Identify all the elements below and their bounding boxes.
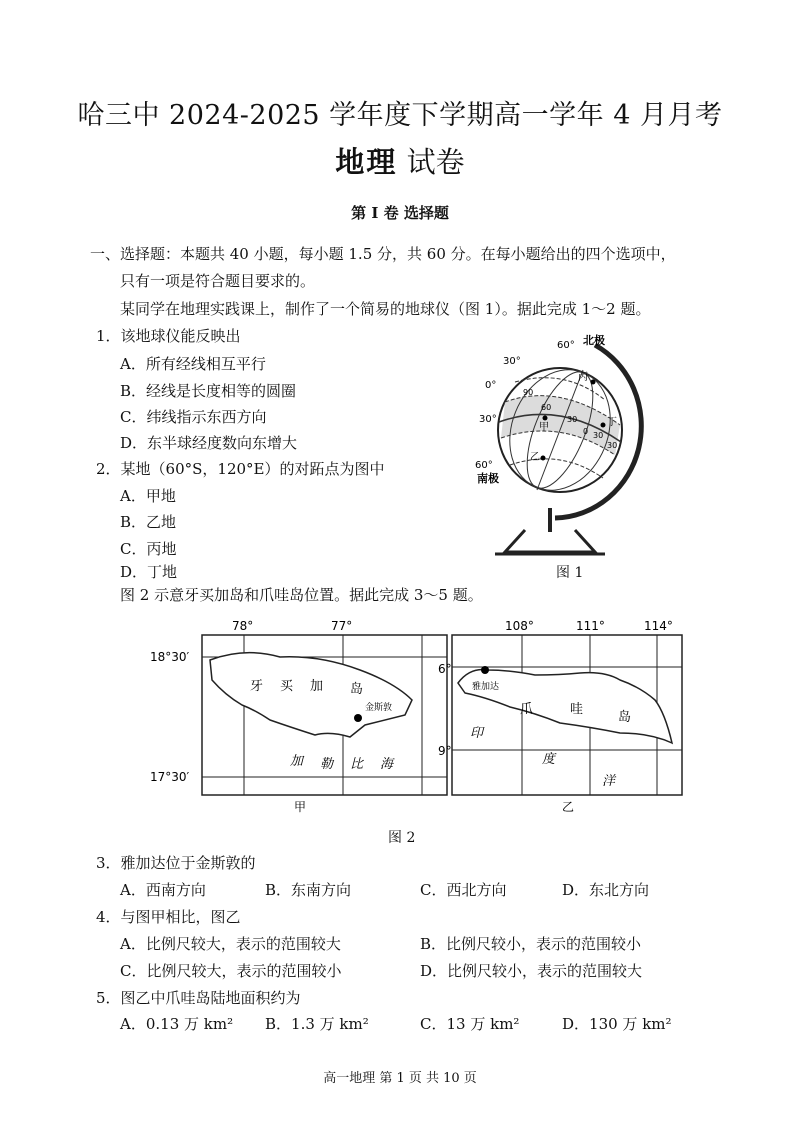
part-heading-line1: 一、选择题：本题共 40 小题，每小题 1.5 分，共 60 分。在每小题给出的四个选项中， (90, 245, 676, 263)
question-4-stem: 4．与图甲相比，图乙 (96, 908, 241, 926)
map-yi-lon-label-111: 111° (576, 619, 605, 633)
globe-figure (455, 330, 645, 565)
page-footer: 高一地理 第 1 页 共 10 页 (323, 1071, 477, 1086)
globe-base (505, 530, 595, 552)
label-0-inner: 0 (583, 427, 589, 436)
label-30n-left: 30° (503, 356, 521, 367)
label-bing: 丙 (578, 372, 588, 383)
question-3-option-d: D．东北方向 (562, 881, 650, 899)
question-2-option-d: D．丁地 (120, 563, 178, 581)
label-30-inner-b: 30 (593, 431, 604, 440)
map-jia-label: 甲 (294, 800, 307, 814)
label-0-left: 0° (485, 380, 497, 391)
question-4-option-c: C．比例尺较大，表示的范围较小 (120, 962, 342, 980)
map-yi-label: 乙 (562, 800, 575, 814)
label-60-inner: 60 (541, 403, 552, 412)
subject-name: 地理 (335, 145, 398, 179)
map-jia-lat-label-bottom: 17°30′ (150, 770, 190, 784)
jamaica-char-3: 加 (310, 679, 324, 694)
question-3-option-a: A．西南方向 (120, 881, 206, 899)
label-30-inner: 30 (567, 415, 578, 424)
question-1-stem: 1．该地球仪能反映出 (96, 327, 241, 345)
jakarta-label: 雅加达 (472, 682, 500, 692)
point-ding (601, 423, 606, 428)
part-heading-line2: 只有一项是符合题目要求的。 (120, 272, 316, 290)
caribbean-char-1: 加 (290, 754, 304, 769)
label-30-inner-c: 30 (607, 441, 618, 450)
question-2-option-b: B．乙地 (120, 513, 177, 531)
point-yi (541, 456, 546, 461)
label-ding: 丁 (607, 417, 617, 428)
question-4-option-a: A．比例尺较大，表示的范围较大 (120, 935, 341, 953)
paper-name: 试卷 (406, 145, 465, 179)
question-2-option-a: A．甲地 (120, 487, 176, 505)
jakarta-dot (481, 666, 489, 674)
question-1-option-c: C．纬线指示东西方向 (120, 408, 267, 426)
map-yi-lon-label-114: 114° (644, 619, 673, 633)
question-5-option-d: D．130 万 km² (562, 1015, 672, 1033)
caribbean-char-2: 勒 (320, 757, 334, 772)
section-title: 第 I 卷 选择题 (351, 204, 449, 222)
label-90: 90 (523, 388, 534, 397)
question-5-option-b: B．1.3 万 km² (265, 1015, 369, 1033)
java-char-1: 爪 (520, 702, 534, 717)
exam-subtitle (0, 140, 800, 181)
figure-2-caption: 图 2 (388, 830, 416, 846)
question-5-stem: 5．图乙中爪哇岛陆地面积约为 (96, 989, 301, 1007)
question-2-option-c: C．丙地 (120, 540, 177, 558)
label-yi: 乙 (530, 452, 540, 463)
question-5-option-a: A．0.13 万 km² (120, 1015, 234, 1033)
label-north-pole: 北极 (583, 334, 605, 347)
map-yi-lat-label-6: 6° (438, 662, 452, 676)
map-yi-lat-label-9: 9° (438, 744, 452, 758)
intro-q3-5: 图 2 示意牙买加岛和爪哇岛位置。据此完成 3～5 题。 (120, 586, 483, 604)
question-4-option-b: B．比例尺较小，表示的范围较小 (420, 935, 642, 953)
question-3-option-c: C．西北方向 (420, 881, 507, 899)
caribbean-char-3: 比 (350, 757, 364, 772)
question-1-option-b: B．经线是长度相等的圆圈 (120, 382, 297, 400)
label-60n-top: 60° (557, 340, 575, 351)
question-3-stem: 3．雅加达位于金斯敦的 (96, 854, 256, 872)
label-jia: 甲 (539, 422, 549, 433)
map-jia-lat-label-top: 18°30′ (150, 650, 190, 664)
intro-q1-2: 某同学在地理实践课上，制作了一个简易的地球仪（图 1）。据此完成 1～2 题。 (120, 300, 651, 318)
point-bing (591, 380, 596, 385)
point-jia (543, 416, 548, 421)
question-3-option-b: B．东南方向 (265, 881, 352, 899)
question-2-stem: 2．某地（60°S，120°E）的对跖点为图中 (96, 460, 385, 478)
java-char-2: 哇 (570, 702, 584, 717)
kingston-label: 金斯敦 (365, 703, 393, 713)
label-south-pole: 南极 (477, 472, 499, 485)
question-1-option-d: D．东半球经度数向东增大 (120, 434, 298, 452)
jamaica-char-4: 岛 (350, 682, 364, 697)
kingston-dot (354, 714, 362, 722)
indian-ocean-char-2: 度 (542, 752, 556, 767)
map-jia-lon-label-77: 77° (331, 619, 353, 633)
question-5-option-c: C．13 万 km² (420, 1015, 520, 1033)
figure-1-caption: 图 1 (556, 565, 584, 581)
jamaica-char-2: 买 (280, 679, 294, 694)
caribbean-char-4: 海 (380, 757, 394, 772)
jamaica-char-1: 牙 (250, 679, 264, 694)
exam-title: 哈三中 2024-2025 学年度下学期高一学年 4 月月考 (77, 100, 723, 131)
indian-ocean-char-3: 洋 (602, 774, 616, 789)
label-30s-left: 30° (479, 414, 497, 425)
map-figure (150, 615, 690, 815)
label-60s-left: 60° (475, 460, 493, 471)
indian-ocean-char-1: 印 (470, 726, 484, 741)
map-jia-lon-label-78: 78° (232, 619, 254, 633)
java-char-3: 岛 (618, 710, 632, 725)
map-yi-lon-label-108: 108° (505, 619, 534, 633)
question-4-option-d: D．比例尺较小，表示的范围较大 (420, 962, 643, 980)
question-1-option-a: A．所有经线相互平行 (120, 355, 266, 373)
